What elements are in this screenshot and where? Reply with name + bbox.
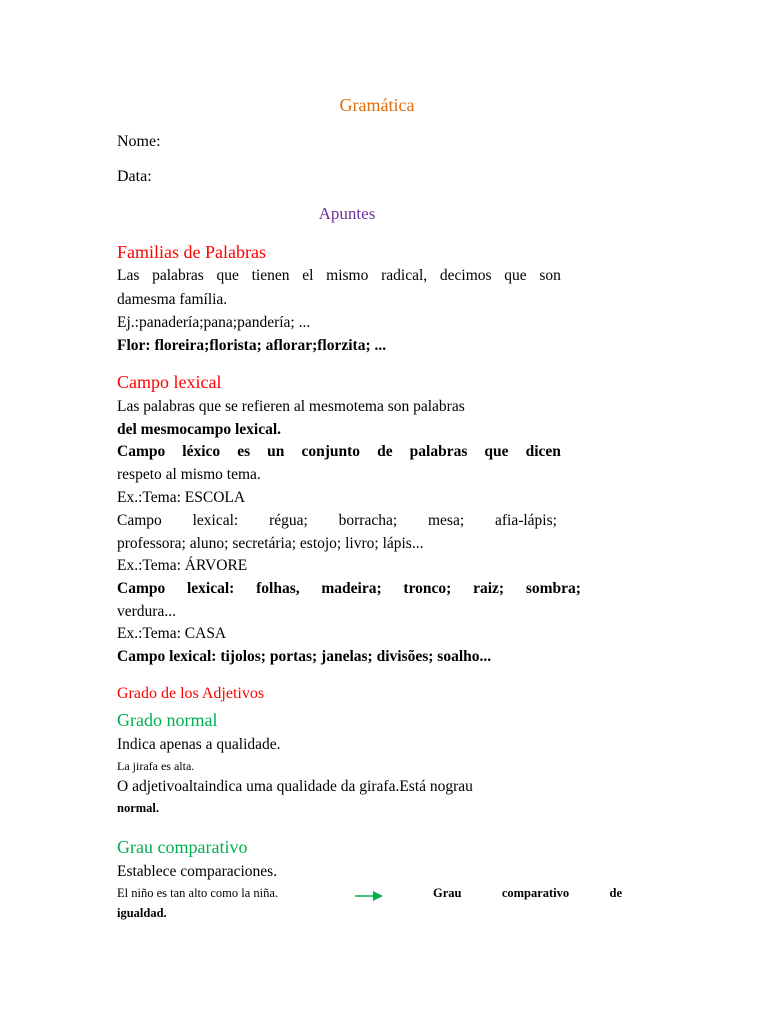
familias-line-1 xyxy=(117,267,561,285)
word: Grau xyxy=(433,886,462,900)
word: Las xyxy=(117,267,140,284)
word: un xyxy=(267,443,285,460)
word: lexical: xyxy=(187,580,235,597)
familias-line-4: Flor: floreira;florista; aflorar;florzita; ... xyxy=(117,337,387,354)
grado-comp-line-3: igualdad. xyxy=(117,906,167,920)
campo-line-4: respeto al mismo tema. xyxy=(117,466,261,483)
word: comparativo xyxy=(501,886,570,900)
word: radical, xyxy=(381,267,428,284)
word: borracha; xyxy=(338,512,398,529)
word: que xyxy=(504,267,527,284)
grado-normal-line-1: Indica apenas a qualidade. xyxy=(117,736,281,753)
date-label: Data: xyxy=(117,168,152,185)
word: palabras xyxy=(409,443,468,460)
word: son xyxy=(539,267,561,284)
familias-line-2: damesma família. xyxy=(117,291,228,308)
grado-normal-line-2: La jirafa es alta. xyxy=(117,759,195,773)
word: Campo xyxy=(117,443,166,460)
word: de xyxy=(377,443,393,460)
arrow-right-icon xyxy=(354,889,384,903)
word: tienen xyxy=(251,267,290,284)
campo-line-10: verdura... xyxy=(117,603,176,620)
word: palabras xyxy=(152,267,204,284)
grado-comp-right-text xyxy=(433,886,622,901)
word: régua; xyxy=(269,512,308,529)
word: mesa; xyxy=(427,512,465,529)
campo-line-3 xyxy=(117,443,561,461)
grado-comp-line-2: El niño es tan alto como la niña. xyxy=(117,886,279,900)
name-label: Nome: xyxy=(117,133,161,150)
word: folhas, xyxy=(256,580,300,597)
word: tronco; xyxy=(403,580,452,597)
word: que xyxy=(484,443,509,460)
campo-line-12: Campo lexical: tijolos; portas; janelas; divisões; soalho... xyxy=(117,648,492,665)
familias-line-3: Ej.:panadería;pana;pandería; ... xyxy=(117,314,311,331)
campo-line-11: Ex.:Tema: CASA xyxy=(117,625,227,642)
campo-line-8: Ex.:Tema: ÁRVORE xyxy=(117,557,248,574)
word: de xyxy=(609,886,622,900)
grado-comp-heading: Grau comparativo xyxy=(117,837,248,857)
word: conjunto xyxy=(301,443,361,460)
word: Campo xyxy=(117,580,166,597)
word: decimos xyxy=(439,267,492,284)
campo-line-2: del mesmocampo lexical. xyxy=(117,421,282,438)
grado-normal-line-3: O adjetivoaltaindica uma qualidade da girafa.Está nograu xyxy=(117,778,473,795)
campo-line-9 xyxy=(117,580,581,598)
page-title: Gramática xyxy=(339,95,415,115)
word: madeira; xyxy=(321,580,382,597)
grado-heading: Grado de los Adjetivos xyxy=(117,685,265,702)
campo-line-5: Ex.:Tema: ESCOLA xyxy=(117,489,246,506)
section-subtitle: Apuntes xyxy=(318,204,376,223)
word: mismo xyxy=(326,267,369,284)
campo-line-6 xyxy=(117,512,557,530)
word: lexical: xyxy=(192,512,239,529)
word: es xyxy=(237,443,251,460)
grado-normal-line-4: normal. xyxy=(117,801,160,815)
word: Campo xyxy=(117,512,162,529)
word: léxico xyxy=(182,443,221,460)
familias-heading: Familias de Palabras xyxy=(117,242,266,262)
campo-heading: Campo lexical xyxy=(117,372,222,392)
campo-line-7: professora; aluno; secretária; estojo; livro; lápis... xyxy=(117,535,424,552)
word: afia-lápis; xyxy=(494,512,557,529)
word: sombra; xyxy=(525,580,581,597)
campo-line-1: Las palabras que se refieren al mesmotema son palabras xyxy=(117,398,465,415)
grado-normal-heading: Grado normal xyxy=(117,710,218,730)
word: que xyxy=(216,267,239,284)
word: el xyxy=(302,267,314,284)
word: raiz; xyxy=(473,580,505,597)
grado-comp-line-1: Establece comparaciones. xyxy=(117,863,278,880)
word: dicen xyxy=(525,443,561,460)
